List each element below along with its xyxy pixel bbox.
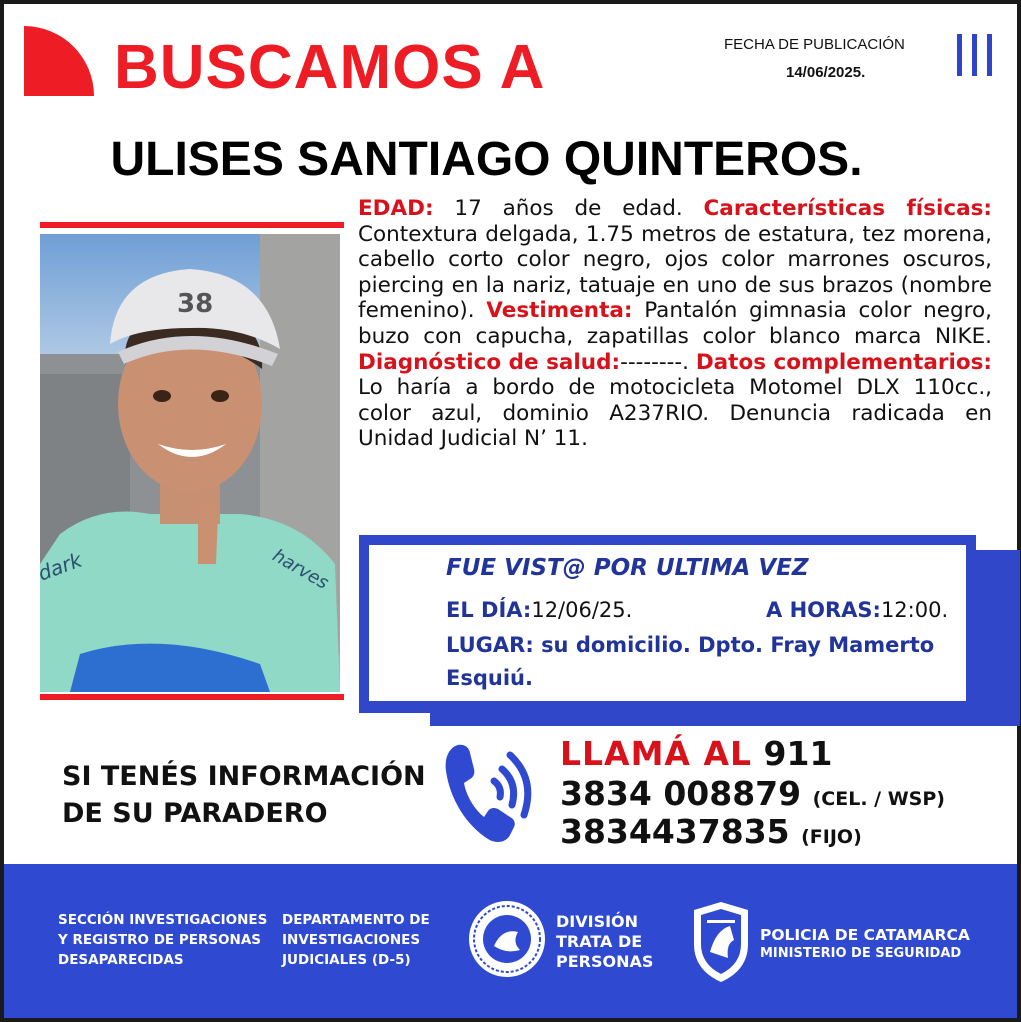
- footer-division-line: DIVISIÓN: [556, 912, 639, 931]
- footer-band: [4, 864, 1017, 1018]
- footer-department: [282, 910, 430, 970]
- landline-line: [560, 812, 862, 851]
- health-value: --------.: [620, 349, 689, 375]
- age-value: 17 años de edad.: [454, 196, 683, 221]
- publication-date: 14/06/2025.: [786, 64, 866, 81]
- footer-section-line: SECCIÓN INVESTIGACIONES: [58, 912, 268, 928]
- footer-division-line: TRATA DE: [556, 932, 643, 951]
- cell-phone-line: [560, 774, 945, 813]
- info-line-2: DE SU PARADERO: [62, 798, 328, 829]
- physical-value: Contextura delgada, 1.75 metros de estatura, tez morena, cabello corto color negro, ojos color marrones oscuros, piercing en la nariz, tatuaje en uno de sus brazos (nombre femenino).: [358, 221, 992, 324]
- last-seen-time: [766, 598, 948, 622]
- day-value: 12/06/25.: [531, 598, 633, 622]
- blue-bars-decoration: [954, 34, 994, 76]
- headline: BUSCAMOS A: [114, 33, 546, 102]
- clothing-value: Pantalón gimnasia color negro, buzo con capucha, zapatillas color blanco marca NIKE.: [358, 298, 992, 349]
- division-seal-icon: [466, 898, 548, 984]
- place-value: su domicilio. Dpto. Fray Mamerto Esquiú.: [446, 633, 935, 690]
- red-quarter-circle-decoration: [24, 26, 94, 96]
- age-label: EDAD:: [358, 196, 434, 221]
- description-paragraph: [358, 196, 992, 452]
- extra-value: Lo haría a bordo de motocicleta Motomel DLX 110cc., color azul, dominio A237RIO. Denuncia radicada en Unidad Judicial N’ 11.: [358, 375, 992, 452]
- footer-department-line: DEPARTAMENTO DE: [282, 912, 430, 928]
- footer-section: [58, 910, 267, 970]
- last-seen-day: [446, 598, 632, 622]
- footer-department-line: INVESTIGACIONES: [282, 932, 421, 948]
- cell-number[interactable]: 3834 008879: [560, 774, 802, 813]
- svg-text:harves: harves: [268, 545, 333, 594]
- day-label: EL DÍA:: [446, 598, 532, 622]
- info-prompt: [62, 758, 426, 832]
- footer-section-line: DESAPARECIDAS: [58, 952, 184, 968]
- footer-ministry: MINISTERIO DE SEGURIDAD: [760, 946, 962, 961]
- extra-label: Datos complementarios:: [695, 349, 992, 375]
- physical-label: Características físicas:: [703, 196, 992, 221]
- footer-division: [556, 912, 653, 972]
- time-label: A HORAS:: [766, 598, 881, 622]
- footer-section-line: Y REGISTRO DE PERSONAS: [58, 932, 262, 948]
- cell-note: (CEL. / WSP): [812, 788, 945, 810]
- poster: [4, 4, 1017, 1018]
- last-seen-place: [446, 629, 946, 695]
- phone-icon: [444, 739, 536, 845]
- fixed-number[interactable]: 3834437835: [560, 812, 790, 851]
- footer-department-line: JUDICIALES (D-5): [282, 952, 411, 968]
- missing-person-name: ULISES SANTIAGO QUINTEROS.: [110, 133, 863, 186]
- police-shield-icon: [690, 900, 752, 988]
- call-line: [560, 734, 832, 773]
- health-label: Diagnóstico de salud:: [358, 349, 621, 375]
- clothing-label: Vestimenta:: [486, 298, 633, 324]
- footer-division-line: PERSONAS: [556, 952, 654, 971]
- time-value: 12:00.: [880, 598, 949, 622]
- info-line-1: SI TENÉS INFORMACIÓN: [62, 761, 426, 792]
- place-label: LUGAR:: [446, 633, 534, 657]
- fixed-note: (FIJO): [801, 826, 862, 848]
- publication-label: FECHA DE PUBLICACIÓN: [724, 36, 905, 53]
- svg-text:dark: dark: [34, 547, 85, 586]
- svg-text:38: 38: [177, 289, 214, 319]
- footer-police: POLICIA DE CATAMARCA: [760, 926, 970, 944]
- call-label: LLAMÁ AL: [560, 734, 753, 773]
- last-seen-title: FUE VIST@ POR ULTIMA VEZ: [446, 555, 809, 581]
- emergency-number[interactable]: 911: [763, 734, 833, 773]
- missing-person-photo: [34, 234, 340, 692]
